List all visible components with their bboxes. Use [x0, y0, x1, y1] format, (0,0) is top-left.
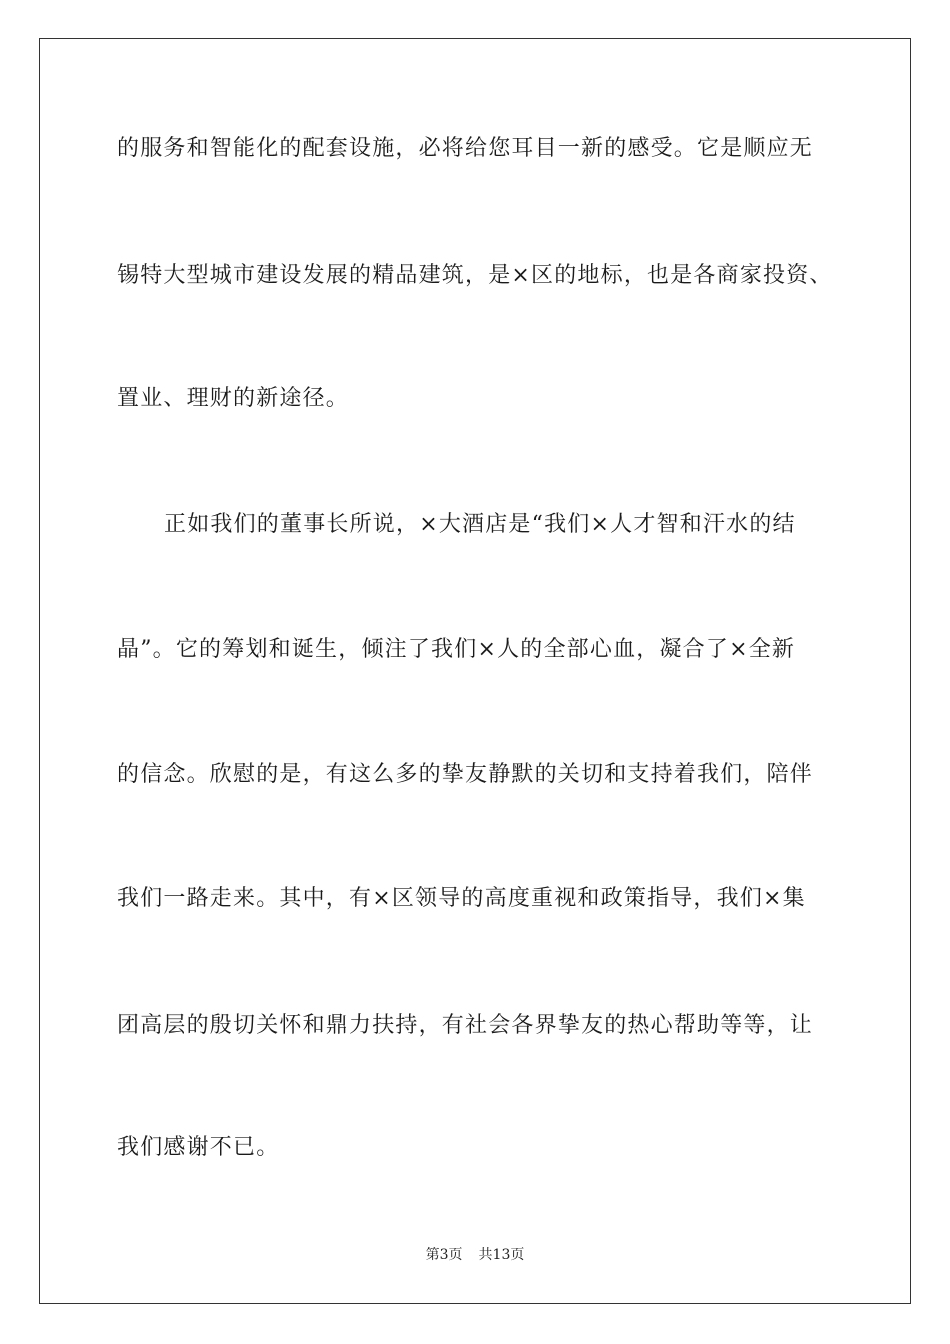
paragraph-line: 的服务和智能化的配套设施，必将给您耳目一新的感受。它是顺应无	[117, 136, 814, 161]
page-footer	[0, 1246, 950, 1264]
paragraph-line: 我们感谢不已。	[117, 1135, 280, 1160]
page-number: 第3页	[425, 1247, 463, 1263]
paragraph-line: 置业、理财的新途径。	[117, 386, 350, 411]
paragraph-line: 晶”。它的筹划和诞生，倾注了我们×人的全部心血，凝合了×全新	[117, 637, 796, 662]
paragraph-line: 我们一路走来。其中，有×区领导的高度重视和政策指导，我们×集	[117, 886, 806, 911]
paragraph-line: 正如我们的董事长所说，×大酒店是“我们×人才智和汗水的结	[164, 512, 796, 537]
total-pages: 共13页	[478, 1247, 525, 1263]
paragraph-line: 团高层的殷切关怀和鼎力扶持，有社会各界挚友的热心帮助等等，让	[117, 1013, 814, 1038]
paragraph-line: 的信念。欣慰的是，有这么多的挚友静默的关切和支持着我们，陪伴	[117, 762, 814, 787]
paragraph-line: 锡特大型城市建设发展的精品建筑，是×区的地标，也是各商家投资、	[117, 263, 833, 288]
page-border	[39, 38, 911, 1304]
